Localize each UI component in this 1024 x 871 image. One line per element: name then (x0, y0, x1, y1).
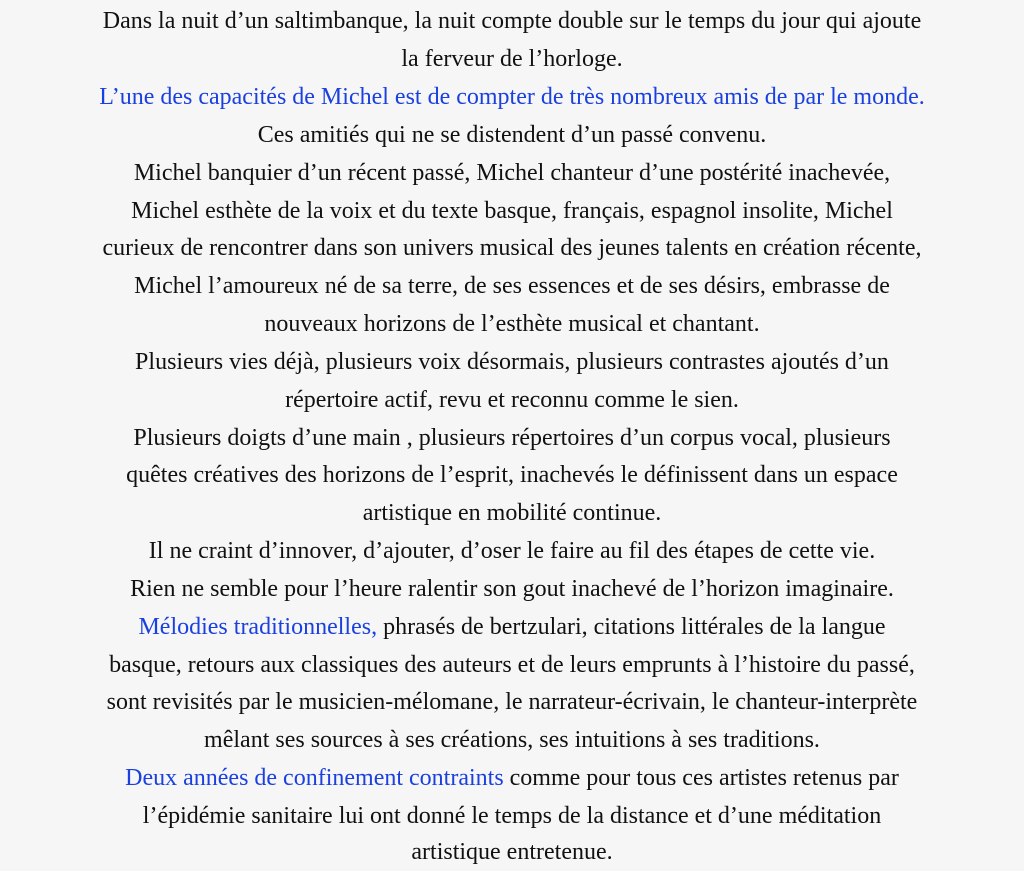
text-line (0, 117, 1024, 154)
text-line (0, 798, 1024, 835)
text-line (0, 382, 1024, 419)
text-span: répertoire actif, revu et reconnu comme le sien. (285, 387, 739, 413)
text-line (0, 344, 1024, 381)
text-line (0, 684, 1024, 721)
text-line (0, 571, 1024, 608)
text-line (0, 41, 1024, 78)
text-span: Rien ne semble pour l’heure ralentir son gout inachevé de l’horizon imaginaire. (130, 576, 894, 602)
text-span: quêtes créatives des horizons de l’esprit, inachevés le définissent dans un espace (126, 462, 898, 488)
text-line (0, 609, 1024, 646)
text-line (0, 457, 1024, 494)
text-line (0, 722, 1024, 759)
text-line (0, 306, 1024, 343)
text-span: Il ne craint d’innover, d’ajouter, d’oser le faire au fil des étapes de cette vie. (148, 538, 876, 564)
text-span: artistique en mobilité continue. (362, 500, 662, 526)
text-span: artistique entretenue. (411, 839, 613, 865)
text-span: la ferveur de l’horloge. (401, 46, 623, 72)
text-span: Michel esthète de la voix et du texte basque, français, espagnol insolite, Michel (131, 198, 893, 224)
text-line (0, 834, 1024, 871)
text-line (0, 155, 1024, 192)
text-line (0, 268, 1024, 305)
text-line (0, 193, 1024, 230)
blue-link-text[interactable]: Mélodies traditionnelles, (138, 614, 378, 640)
text-span: Michel l’amoureux né de sa terre, de ses essences et de ses désirs, embrasse de (134, 273, 890, 299)
blue-link-text[interactable]: Deux années de confinement contraints (125, 765, 504, 791)
text-line (0, 420, 1024, 457)
text-span: nouveaux horizons de l’esthète musical et chantant. (264, 311, 760, 337)
text-line (0, 647, 1024, 684)
text-line (0, 79, 1024, 116)
text-span: comme pour tous ces artistes retenus par (503, 765, 899, 791)
text-span: l’épidémie sanitaire lui ont donné le temps de la distance et d’une méditation (142, 803, 882, 829)
text-span: mêlant ses sources à ses créations, ses intuitions à ses traditions. (204, 727, 820, 753)
text-span: phrasés de bertzulari, citations littérales de la langue (377, 614, 886, 640)
text-span: sont revisités par le musicien-mélomane, le narrateur-écrivain, le chanteur-interprète (106, 689, 918, 715)
text-line (0, 230, 1024, 267)
text-line (0, 533, 1024, 570)
text-line (0, 3, 1024, 40)
text-line (0, 495, 1024, 532)
text-span: Dans la nuit d’un saltimbanque, la nuit compte double sur le temps du jour qui ajoute (102, 8, 922, 34)
text-span: Ces amitiés qui ne se distendent d’un passé convenu. (257, 122, 767, 148)
text-span: basque, retours aux classiques des auteurs et de leurs emprunts à l’histoire du passé, (109, 652, 915, 678)
blue-link-text[interactable]: L’une des capacités de Michel est de compter de très nombreux amis de par le monde. (99, 84, 925, 110)
text-span: Plusieurs vies déjà, plusieurs voix désormais, plusieurs contrastes ajoutés d’un (135, 349, 889, 375)
text-span: Michel banquier d’un récent passé, Michel chanteur d’une postérité inachevée, (133, 160, 891, 186)
text-span: curieux de rencontrer dans son univers musical des jeunes talents en création récente, (102, 235, 922, 261)
text-span: Plusieurs doigts d’une main , plusieurs répertoires d’un corpus vocal, plusieurs (133, 425, 891, 451)
text-line (0, 760, 1024, 797)
